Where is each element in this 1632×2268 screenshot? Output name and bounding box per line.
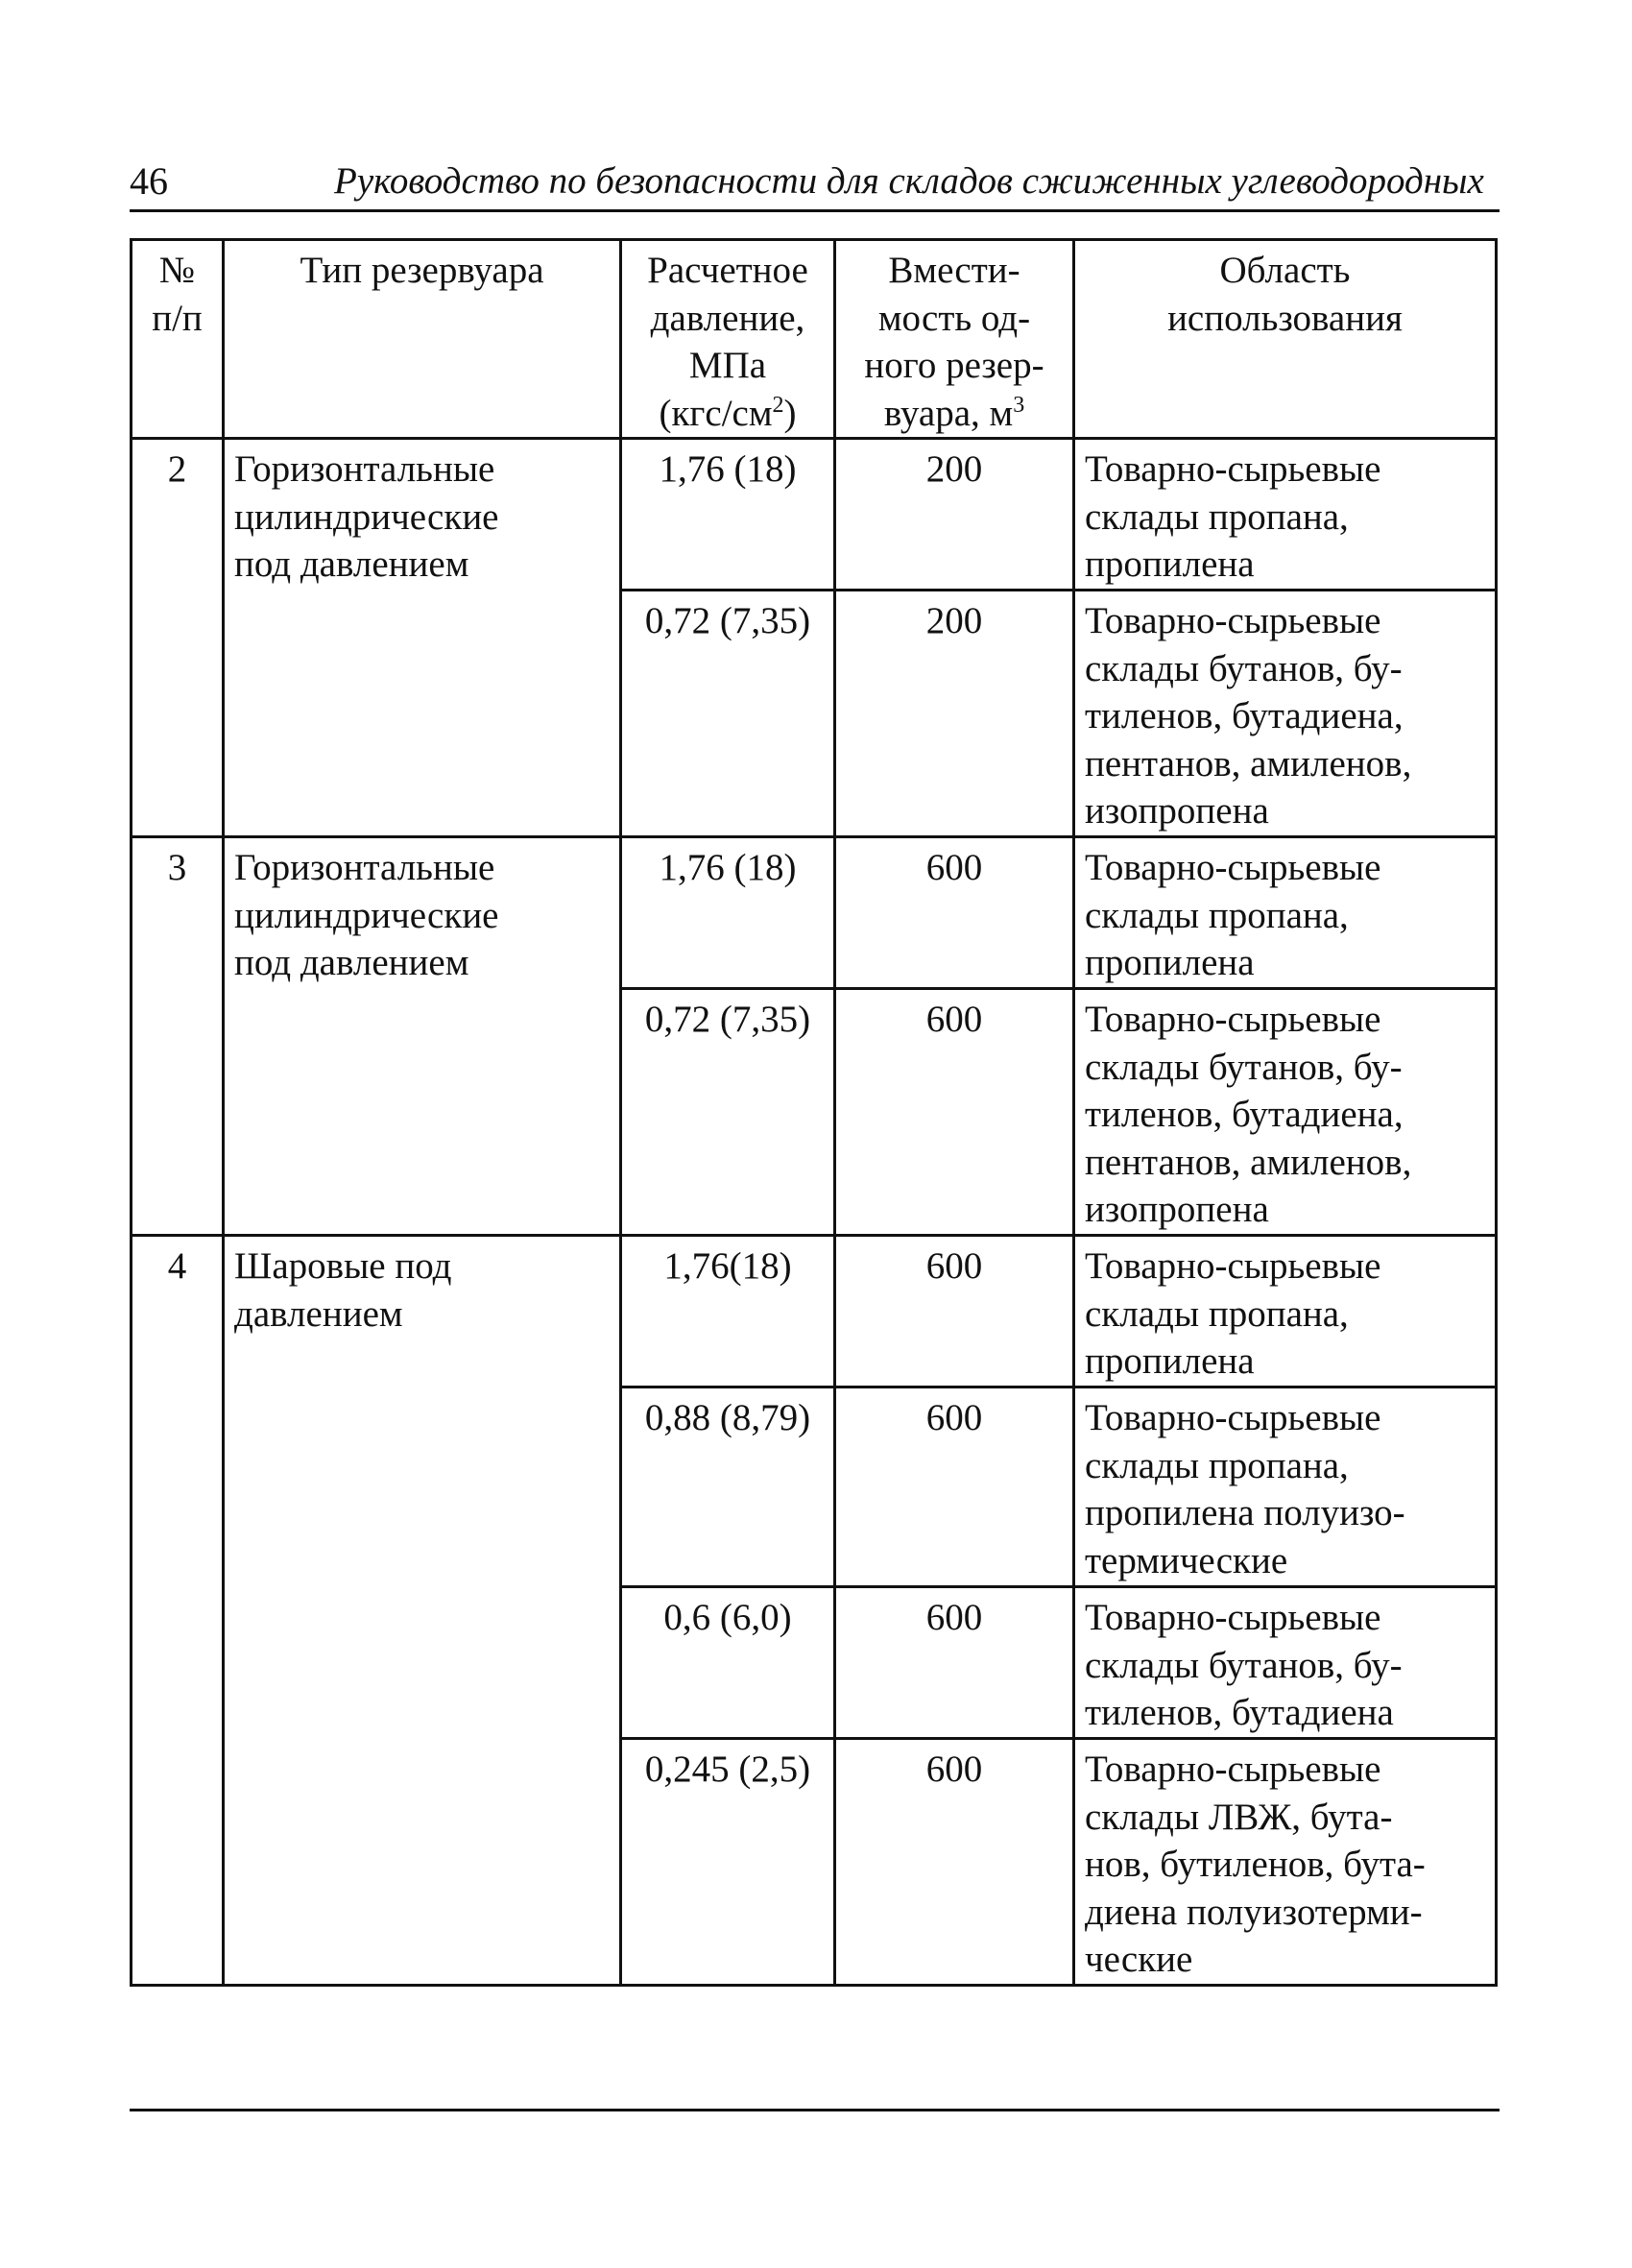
header-rule bbox=[130, 209, 1500, 212]
unit-text: вуара, м bbox=[883, 392, 1014, 434]
header-text: давление, bbox=[650, 297, 805, 339]
pressure-cell: 0,72 (7,35) bbox=[621, 591, 835, 837]
unit-superscript: 2 bbox=[772, 392, 784, 418]
usage-line: пропилена bbox=[1085, 543, 1255, 585]
header-cell-capacity bbox=[835, 240, 1074, 439]
usage-line: Товарно-сырьевые bbox=[1085, 847, 1381, 888]
capacity-cell: 600 bbox=[835, 1236, 1074, 1387]
header-unit bbox=[846, 390, 1063, 438]
usage-cell bbox=[1074, 837, 1497, 989]
table-row bbox=[132, 837, 1497, 989]
pressure-cell: 0,245 (2,5) bbox=[621, 1739, 835, 1986]
usage-line: ческие bbox=[1085, 1939, 1193, 1980]
tank-type-line: Горизонтальные bbox=[234, 847, 495, 888]
header-unit bbox=[632, 390, 824, 438]
usage-cell bbox=[1074, 439, 1497, 591]
usage-line: склады пропана, bbox=[1085, 1444, 1349, 1486]
usage-line: диена полуизотерми- bbox=[1085, 1891, 1423, 1933]
capacity-cell: 600 bbox=[835, 1739, 1074, 1986]
header-text: Область bbox=[1219, 250, 1351, 291]
usage-line: склады ЛВЖ, бута- bbox=[1085, 1796, 1393, 1838]
unit-superscript: 3 bbox=[1013, 392, 1025, 418]
table-header-row bbox=[132, 240, 1497, 439]
pressure-cell: 0,6 (6,0) bbox=[621, 1587, 835, 1739]
tank-type-line: под давлением bbox=[234, 942, 469, 983]
usage-line: склады пропана, bbox=[1085, 894, 1349, 936]
usage-cell bbox=[1074, 1236, 1497, 1387]
usage-line: пропилена полуизо- bbox=[1085, 1492, 1405, 1533]
usage-cell bbox=[1074, 1387, 1497, 1587]
usage-line: Товарно-сырьевые bbox=[1085, 1397, 1381, 1438]
header-text: МПа bbox=[688, 345, 767, 386]
usage-cell bbox=[1074, 989, 1497, 1236]
usage-line: нов, бутиленов, бута- bbox=[1085, 1844, 1426, 1885]
tank-type-cell bbox=[224, 1236, 621, 1986]
page-number: 46 bbox=[130, 159, 168, 203]
table-row bbox=[132, 1236, 1497, 1387]
usage-line: термические bbox=[1085, 1539, 1288, 1581]
unit-close: ) bbox=[783, 392, 797, 434]
header-cell-number bbox=[132, 240, 224, 439]
usage-line: тиленов, бутадиена, bbox=[1085, 1094, 1404, 1135]
tank-specification-table bbox=[130, 238, 1498, 1987]
header-text: Вмести- bbox=[888, 250, 1020, 291]
usage-line: склады бутанов, бу- bbox=[1085, 1046, 1403, 1088]
capacity-cell: 200 bbox=[835, 591, 1074, 837]
tank-type-line: Шаровые под bbox=[234, 1245, 452, 1287]
capacity-cell: 600 bbox=[835, 837, 1074, 989]
tank-type-line: цилиндрические bbox=[234, 894, 499, 936]
capacity-cell: 600 bbox=[835, 1387, 1074, 1587]
footer-rule bbox=[130, 2109, 1500, 2111]
header-text: № bbox=[158, 250, 196, 291]
usage-cell bbox=[1074, 1739, 1497, 1986]
pressure-cell: 1,76 (18) bbox=[621, 439, 835, 591]
tank-type-line: Горизонтальные bbox=[234, 448, 495, 490]
usage-line: Товарно-сырьевые bbox=[1085, 999, 1381, 1040]
usage-line: пентанов, амиленов, bbox=[1085, 742, 1412, 784]
usage-line: склады бутанов, бу- bbox=[1085, 1644, 1403, 1686]
usage-line: Товарно-сырьевые bbox=[1085, 448, 1381, 490]
usage-line: Товарно-сырьевые bbox=[1085, 1245, 1381, 1287]
pressure-cell: 1,76 (18) bbox=[621, 837, 835, 989]
running-title: Руководство по безопасности для складов сжиженных углеводородных bbox=[334, 160, 1484, 202]
row-number: 2 bbox=[132, 439, 224, 837]
usage-line: тиленов, бутадиена bbox=[1085, 1692, 1394, 1733]
usage-line: пропилена bbox=[1085, 942, 1255, 983]
pressure-cell: 0,72 (7,35) bbox=[621, 989, 835, 1236]
header-text: мость од- bbox=[877, 297, 1031, 339]
usage-line: изопропена bbox=[1085, 1189, 1269, 1230]
header-text: Расчетное bbox=[647, 250, 808, 291]
tank-type-line: цилиндрические bbox=[234, 495, 499, 538]
header-text: Тип резервуара bbox=[300, 250, 544, 291]
capacity-cell: 600 bbox=[835, 989, 1074, 1236]
usage-line: Товарно-сырьевые bbox=[1085, 600, 1381, 641]
usage-cell bbox=[1074, 591, 1497, 837]
pressure-cell: 1,76(18) bbox=[621, 1236, 835, 1387]
tank-type-line: под давлением bbox=[234, 543, 469, 585]
row-number: 3 bbox=[132, 837, 224, 1236]
usage-line: тиленов, бутадиена, bbox=[1085, 695, 1404, 736]
tank-type-cell bbox=[224, 439, 621, 837]
tank-type-cell bbox=[224, 837, 621, 1236]
unit-text: (кгс/см bbox=[659, 392, 773, 434]
usage-cell bbox=[1074, 1587, 1497, 1739]
header-cell-usage-area bbox=[1074, 240, 1497, 439]
usage-line: склады пропана, bbox=[1085, 1292, 1349, 1335]
usage-line: пропилена bbox=[1085, 1340, 1255, 1382]
header-cell-design-pressure bbox=[621, 240, 835, 439]
header-cell-tank-type bbox=[224, 240, 621, 439]
usage-line: изопропена bbox=[1085, 790, 1269, 832]
usage-line: Товарно-сырьевые bbox=[1085, 1597, 1381, 1638]
usage-line: склады бутанов, бу- bbox=[1085, 647, 1403, 689]
usage-line: склады пропана, bbox=[1085, 495, 1349, 538]
header-text: ного резер- bbox=[864, 345, 1044, 386]
usage-line: Товарно-сырьевые bbox=[1085, 1749, 1381, 1790]
capacity-cell: 200 bbox=[835, 439, 1074, 591]
capacity-cell: 600 bbox=[835, 1587, 1074, 1739]
pressure-cell: 0,88 (8,79) bbox=[621, 1387, 835, 1587]
row-number: 4 bbox=[132, 1236, 224, 1986]
table-row bbox=[132, 439, 1497, 591]
header-text: п/п bbox=[152, 297, 203, 339]
header-text: использования bbox=[1167, 297, 1403, 339]
usage-line: пентанов, амиленов, bbox=[1085, 1141, 1412, 1183]
tank-type-line: давлением bbox=[234, 1292, 403, 1335]
